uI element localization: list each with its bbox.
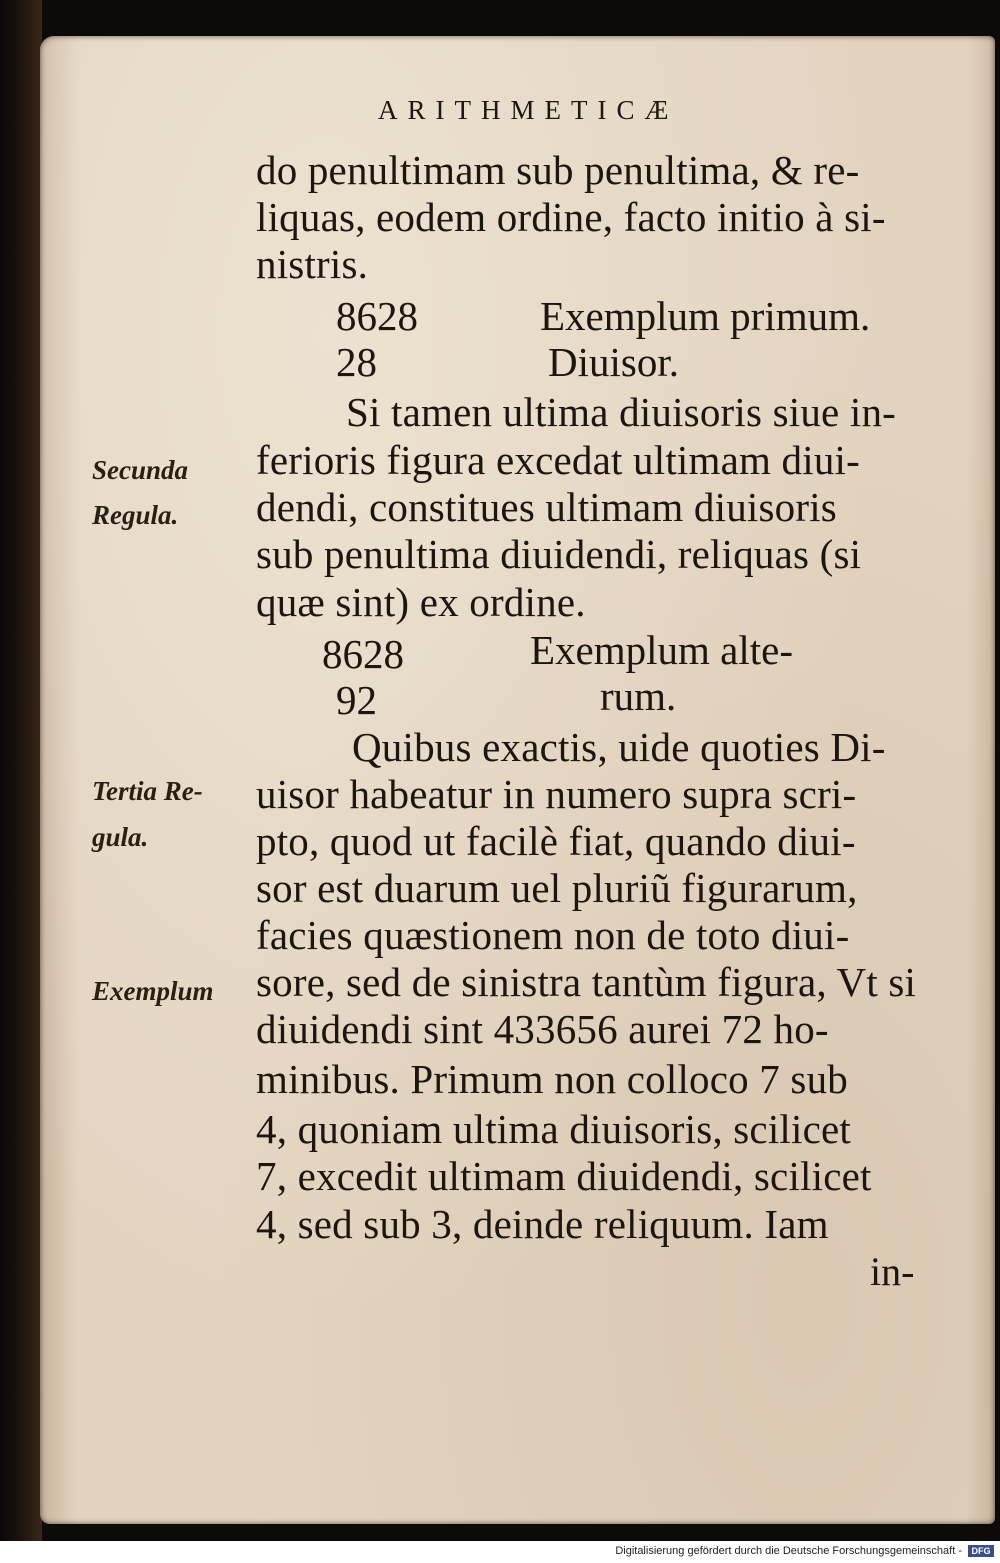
body-line: liquas, eodem ordine, facto initio à si- xyxy=(256,194,886,240)
example2-divisor: 92 xyxy=(336,677,377,723)
body-line: 4, quoniam ultima diuisoris, scilicet xyxy=(256,1106,851,1152)
body-line: sub penultima diuidendi, reliquas (si xyxy=(256,531,862,577)
body-line: Quibus exactis, uide quoties Di- xyxy=(352,724,886,770)
margin-note-tertia: Tertia Re- xyxy=(92,776,203,806)
margin-note-gula: gula. xyxy=(92,822,149,852)
footer-credit: Digitalisierung gefördert durch die Deutsche Forschungsgemeinschaft - xyxy=(615,1545,962,1557)
body-line: 7, excedit ultimam diuidendi, scilicet xyxy=(256,1153,872,1199)
example1-label: Exemplum primum. xyxy=(540,293,871,339)
body-line: Si tamen ultima diuisoris siue in- xyxy=(346,389,897,435)
body-line: pto, quod ut facilè fiat, quando diui- xyxy=(256,818,856,864)
body-line: facies quæstionem non de toto diui- xyxy=(256,912,850,958)
margin-note-regula: Regula. xyxy=(92,500,179,530)
body-line: dendi, constitues ultimam diuisoris xyxy=(256,484,837,530)
margin-note-exemplum: Exemplum xyxy=(92,976,214,1006)
body-line: minibus. Primum non colloco 7 sub xyxy=(256,1056,848,1102)
binding-edge xyxy=(0,0,42,1563)
dfg-logo-icon: DFG xyxy=(968,1545,994,1557)
body-line: quæ sint) ex ordine. xyxy=(256,579,586,625)
body-line: do penultimam sub penultima, & re- xyxy=(256,147,860,193)
example2-label: Exemplum alte- xyxy=(530,627,793,673)
body-line: diuidendi sint 433656 aurei 72 ho- xyxy=(256,1006,829,1052)
body-line: sore, sed de sinistra tantùm figura, Vt si xyxy=(256,959,917,1005)
margin-note-secunda: Secunda xyxy=(92,455,189,485)
body-line: uisor habeatur in numero supra scri- xyxy=(256,771,857,817)
body-line: sor est duarum uel pluriũ figurarum, xyxy=(256,865,858,911)
example2-dividend: 8628 xyxy=(322,631,404,677)
body-line: 4, sed sub 3, deinde reliquum. Iam xyxy=(256,1201,829,1247)
example2-label-cont: rum. xyxy=(600,673,677,719)
example1-divisor: 28 xyxy=(336,339,377,385)
catchword: in- xyxy=(870,1249,915,1294)
body-line: nistris. xyxy=(256,241,369,287)
running-title: ARITHMETICÆ xyxy=(378,95,679,125)
example1-dividend: 8628 xyxy=(336,293,418,339)
example1-divisor-label: Diuisor. xyxy=(548,339,679,385)
body-line: ferioris figura excedat ultimam diui- xyxy=(256,437,860,483)
